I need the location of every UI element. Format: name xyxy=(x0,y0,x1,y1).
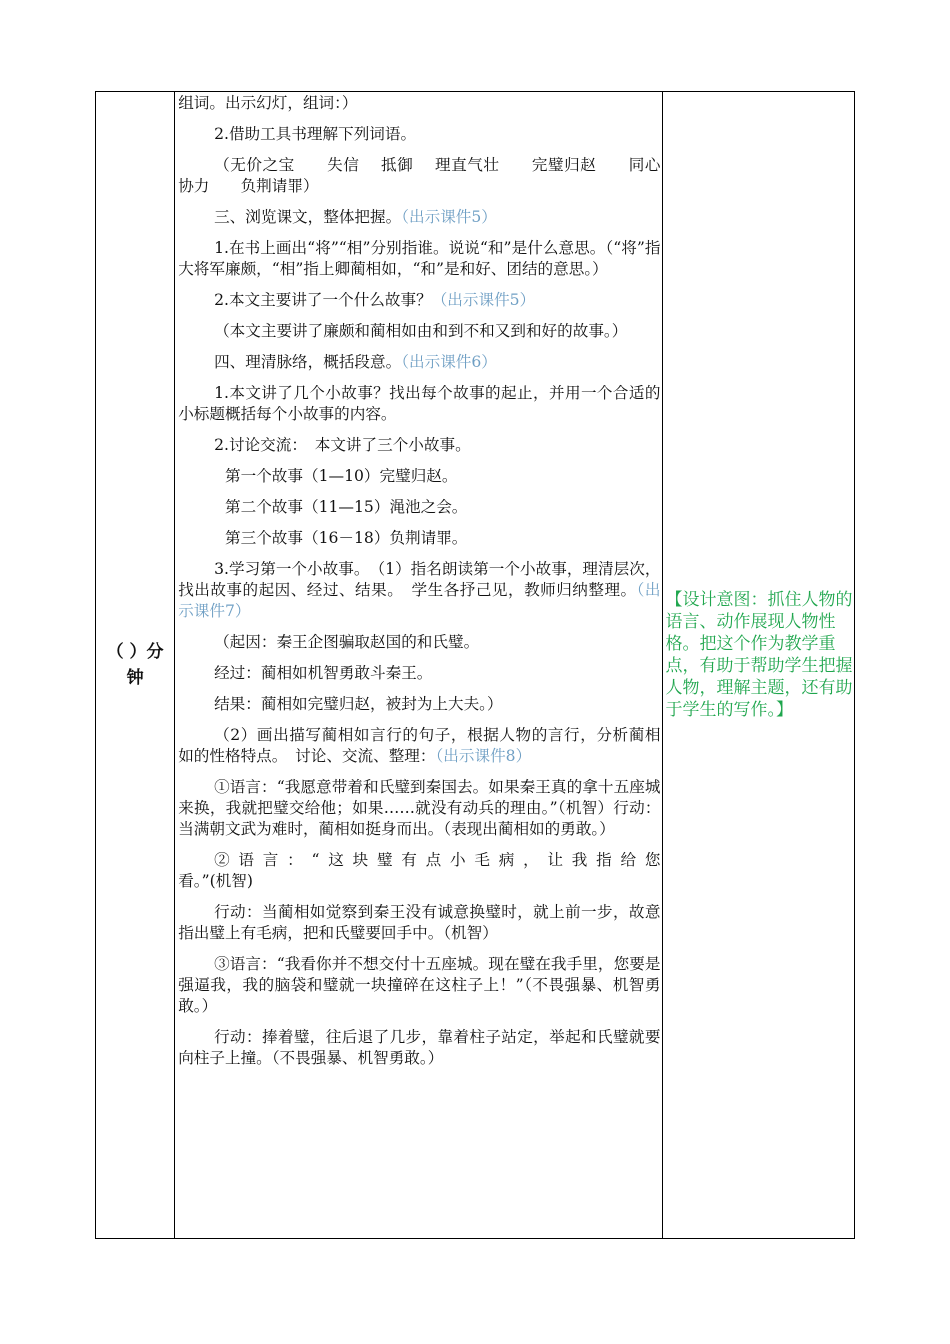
quote-3: ③语言：“我看你并不想交付十五座城。现在璧在我手里，您要是强逼我，我的脑袋和璧就一块撞碎在这柱子上！”（不畏强暴、机智勇敢。） xyxy=(178,955,661,1015)
cause-line: （起因：秦王企图骗取赵国的和氏璧。 xyxy=(214,633,480,651)
section-3-text: 三、浏览课文，整体把握。 xyxy=(214,208,402,226)
process-line: 经过：蔺相如机智勇敢斗秦王。 xyxy=(214,664,433,682)
story-2: 第二个故事（11—15）渑池之会。 xyxy=(225,498,468,516)
design-intent-note: 【设计意图：抓住人物的语言、动作展现人物性格。把这个作为教学重点，有助于帮助学生把握人物，理解主题，还有助于学生的写作。】 xyxy=(665,590,853,720)
table-row xyxy=(96,92,855,1239)
paragraph-main-story xyxy=(178,290,660,311)
paragraph-stories-question: 1.本文讲了几个小故事？找出每个故事的起止，并用一个合适的小标题概括每个小故事的内容。 xyxy=(178,384,661,423)
result-line: 结果：蔺相如完璧归赵，被封为上大夫。） xyxy=(214,695,503,713)
courseware-link-8[interactable]: （出示课件8） xyxy=(435,747,532,765)
study-story-1-text: 3.学习第一个小故事。 （1）指名朗读第一个小故事，理清层次，找出故事的起因、经过、结果。 学生各抒己见，教师归纳整理。 xyxy=(178,560,661,599)
analysis-text: （2）画出描写蔺相如言行的句子，根据人物的言行，分析蔺相如的性格特点。 讨论、交流、整理： xyxy=(178,726,661,765)
lesson-plan-table xyxy=(95,91,855,1239)
courseware-link-7[interactable]: （出示课件7） xyxy=(178,581,661,620)
design-intent-cell xyxy=(663,92,855,1239)
quote-1: ①语言：“我愿意带着和氏璧到秦国去。如果秦王真的拿十五座城来换，我就把璧交给他；如果……就没有动兵的理由。”（机智）行动：当满朝文武为难时，蔺相如挺身而出。（表现出蔺相如的勇敢。） xyxy=(178,778,661,838)
paragraph-study-story-1 xyxy=(178,559,660,622)
paragraph-discussion: 2.讨论交流： 本文讲了三个小故事。 xyxy=(214,436,471,454)
story-3: 第三个故事（16－18）负荆请罪。 xyxy=(225,529,468,547)
quote-2-line-2: 看。”(机智) xyxy=(178,872,253,890)
vocabulary-list: （无价之宝 失信 抵御 理直气壮 完璧归赵 同心协力 负荆请罪） xyxy=(178,156,661,195)
quote-2 xyxy=(178,850,660,892)
courseware-link-5b[interactable]: （出示课件5） xyxy=(431,291,536,309)
paragraph-analysis xyxy=(178,725,660,767)
time-cell xyxy=(96,92,175,1239)
paragraph-2: 2.借助工具书理解下列词语。 xyxy=(214,125,417,143)
story-1: 第一个故事（1—10）完璧归赵。 xyxy=(225,467,458,485)
paragraph-jiang-xiang: 1.在书上画出“将”“相”分别指谁。说说“和”是什么意思。（“将”指大将军廉颇，“相”指上卿蔺相如，“和”是和好、团结的意思。） xyxy=(178,239,661,278)
time-label: （ ）分钟 xyxy=(106,642,164,688)
paragraph-main-story-answer: （本文主要讲了廉颇和蔺相如由和到不和又到和好的故事。） xyxy=(214,322,628,340)
paragraph-1: 组词。出示幻灯，组词：） xyxy=(178,94,358,112)
section-4-heading xyxy=(178,352,660,373)
teaching-process-cell xyxy=(175,92,663,1239)
section-4-text: 四、理清脉络，概括段意。 xyxy=(214,353,402,371)
action-3: 行动：捧着璧，往后退了几步，靠着柱子站定，举起和氏璧就要向柱子上撞。（不畏强暴、机智勇敢。） xyxy=(178,1028,661,1067)
action-2: 行动：当蔺相如觉察到秦王没有诚意换璧时，就上前一步，故意指出璧上有毛病，把和氏璧要回手中。（机智） xyxy=(178,903,661,942)
section-3-heading xyxy=(178,207,660,228)
main-story-question: 2.本文主要讲了一个什么故事？ xyxy=(214,291,432,309)
quote-2-line-1: ②语言：“这块璧有点小毛病，让我指给您 xyxy=(214,851,661,869)
courseware-link-5a[interactable]: （出示课件5） xyxy=(401,208,497,226)
courseware-link-6[interactable]: （出示课件6） xyxy=(401,353,497,371)
